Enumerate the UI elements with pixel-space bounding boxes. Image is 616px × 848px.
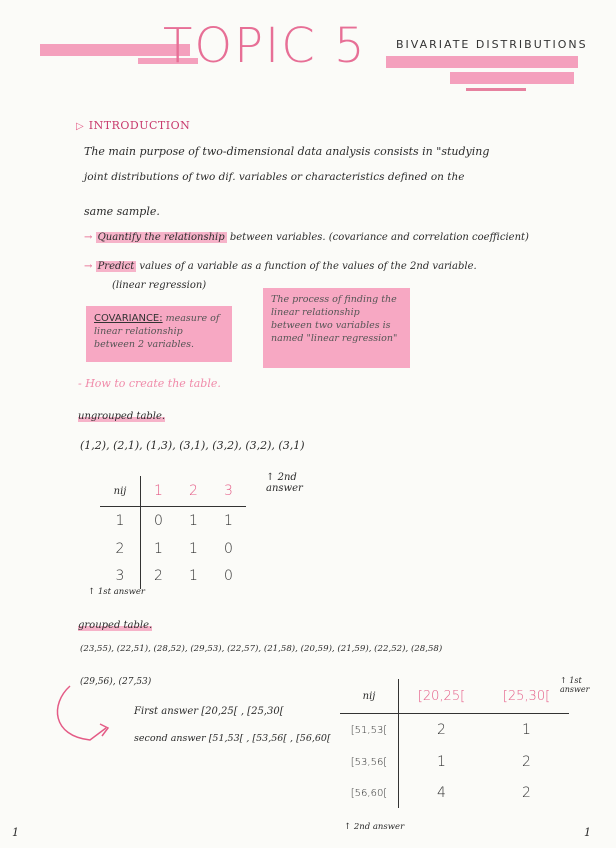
table-row-label: 3 xyxy=(100,563,141,589)
table-cell: 1 xyxy=(189,568,198,584)
ungrouped-bottom-note xyxy=(88,587,145,597)
second-answer: second answer [51,53[ , [53,56[ , [56,60[ xyxy=(134,733,331,744)
ungrouped-table xyxy=(100,476,246,589)
table-row xyxy=(100,535,246,563)
grouped-side-note-text: 1st answer xyxy=(560,676,590,694)
ungrouped-side-note xyxy=(266,472,320,494)
table-column-header: [20,25[ xyxy=(399,679,485,714)
ungrouped-side-note-text: 2nd answer xyxy=(266,472,303,494)
how-to-heading: - How to create the table. xyxy=(78,377,221,390)
table-column-header: [25,30[ xyxy=(484,679,569,714)
intro-line-3: same sample. xyxy=(84,205,160,218)
intro-heading: INTRODUCTION xyxy=(88,119,191,132)
table-row-label: 1 xyxy=(100,507,141,536)
bullet-quantify-rest: between variables. (covariance and correlation coefficient) xyxy=(229,232,529,243)
table-cell: 2 xyxy=(154,568,163,584)
covariance-text: measure of linear relationship between 2 variables. xyxy=(94,313,220,350)
bullet-predict-sub: (linear regression) xyxy=(112,280,207,291)
triangle-icon: ▷ xyxy=(76,121,84,132)
covariance-label: COVARIANCE: xyxy=(94,313,163,324)
intro-line-2: joint distributions of two dif. variables or characteristics defined on the xyxy=(84,171,465,183)
table-row xyxy=(100,507,246,536)
table-row-label: [56,60[ xyxy=(340,778,399,808)
table-cell: 1 xyxy=(189,513,198,529)
regression-box xyxy=(263,288,410,368)
page-title: TOPIC 5 xyxy=(163,18,367,74)
intro-line-1: The main purpose of two-dimensional data analysis consists in "studying xyxy=(84,145,490,158)
table-row-label: 2 xyxy=(100,535,141,563)
table-cell: 1 xyxy=(522,722,531,738)
table-cell: 0 xyxy=(224,568,233,584)
subtitle-highlight-3 xyxy=(466,88,526,91)
ungrouped-heading: ungrouped table. xyxy=(78,411,166,422)
up-arrow-icon: ↑ xyxy=(560,676,567,685)
arrow-icon: → xyxy=(84,232,93,243)
grouped-pairs-line-2: (29,56), (27,53) xyxy=(80,677,152,687)
bullet-predict-prefix: Predict xyxy=(97,261,135,272)
grouped-heading: grouped table. xyxy=(78,620,153,631)
first-answer: First answer [20,25[ , [25,30[ xyxy=(134,706,284,717)
page-number-right: 1 xyxy=(584,826,591,839)
up-arrow-icon: ↑ xyxy=(266,472,275,483)
table-cell: 4 xyxy=(437,785,446,801)
table-cell: 1 xyxy=(154,541,163,557)
table-row xyxy=(100,563,246,589)
table-column-header: 1 xyxy=(141,476,177,507)
table-cell: 1 xyxy=(189,541,198,557)
table-corner: nij xyxy=(340,679,399,714)
table-row xyxy=(340,714,569,747)
covariance-box xyxy=(86,306,232,362)
page-subtitle: BIVARIATE DISTRIBUTIONS xyxy=(396,38,588,51)
bullet-quantify xyxy=(84,232,529,243)
up-arrow-icon: ↑ xyxy=(344,822,352,832)
covariance-box-content xyxy=(86,306,232,357)
subtitle-highlight-2 xyxy=(450,72,574,84)
table-header-row xyxy=(340,679,569,714)
table-row-label: [51,53[ xyxy=(340,714,399,747)
bullet-predict xyxy=(84,261,477,272)
curved-arrow-icon xyxy=(48,684,128,764)
table-column-header: 3 xyxy=(211,476,246,507)
table-corner: nij xyxy=(100,476,141,507)
table-row xyxy=(340,746,569,778)
grouped-bottom-note-text: 2nd answer xyxy=(353,822,405,832)
ungrouped-pairs: (1,2), (2,1), (1,3), (3,1), (3,2), (3,2), (3,1) xyxy=(80,439,305,452)
grouped-bottom-note xyxy=(344,822,404,832)
page-number-left: 1 xyxy=(12,826,19,839)
table-cell: 1 xyxy=(437,754,446,770)
table-cell: 2 xyxy=(522,785,531,801)
ungrouped-bottom-note-text: 1st answer xyxy=(97,587,145,597)
bullet-quantify-prefix: Quantify the relationship xyxy=(97,232,225,243)
grouped-table xyxy=(340,679,569,808)
grouped-side-note xyxy=(560,676,606,694)
table-cell: 0 xyxy=(154,513,163,529)
table-header-row xyxy=(100,476,246,507)
regression-text: The process of finding the linear relationship between two variables is named "linear regression" xyxy=(271,294,398,344)
subtitle-highlight xyxy=(386,56,578,68)
table-row-label: [53,56[ xyxy=(340,746,399,778)
table-cell: 0 xyxy=(224,541,233,557)
arrow-icon: → xyxy=(84,261,93,272)
intro-heading-row xyxy=(76,114,190,133)
table-cell: 1 xyxy=(224,513,233,529)
table-row xyxy=(340,778,569,808)
bullet-predict-rest: values of a variable as a function of the values of the 2nd variable. xyxy=(139,261,477,272)
table-cell: 2 xyxy=(522,754,531,770)
up-arrow-icon: ↑ xyxy=(88,587,96,597)
grouped-pairs-line-1: (23,55), (22,51), (28,52), (29,53), (22,57), (21,58), (20,59), (21,59), (22,52), (28,58) xyxy=(80,644,443,654)
table-cell: 2 xyxy=(437,722,446,738)
table-column-header: 2 xyxy=(176,476,211,507)
